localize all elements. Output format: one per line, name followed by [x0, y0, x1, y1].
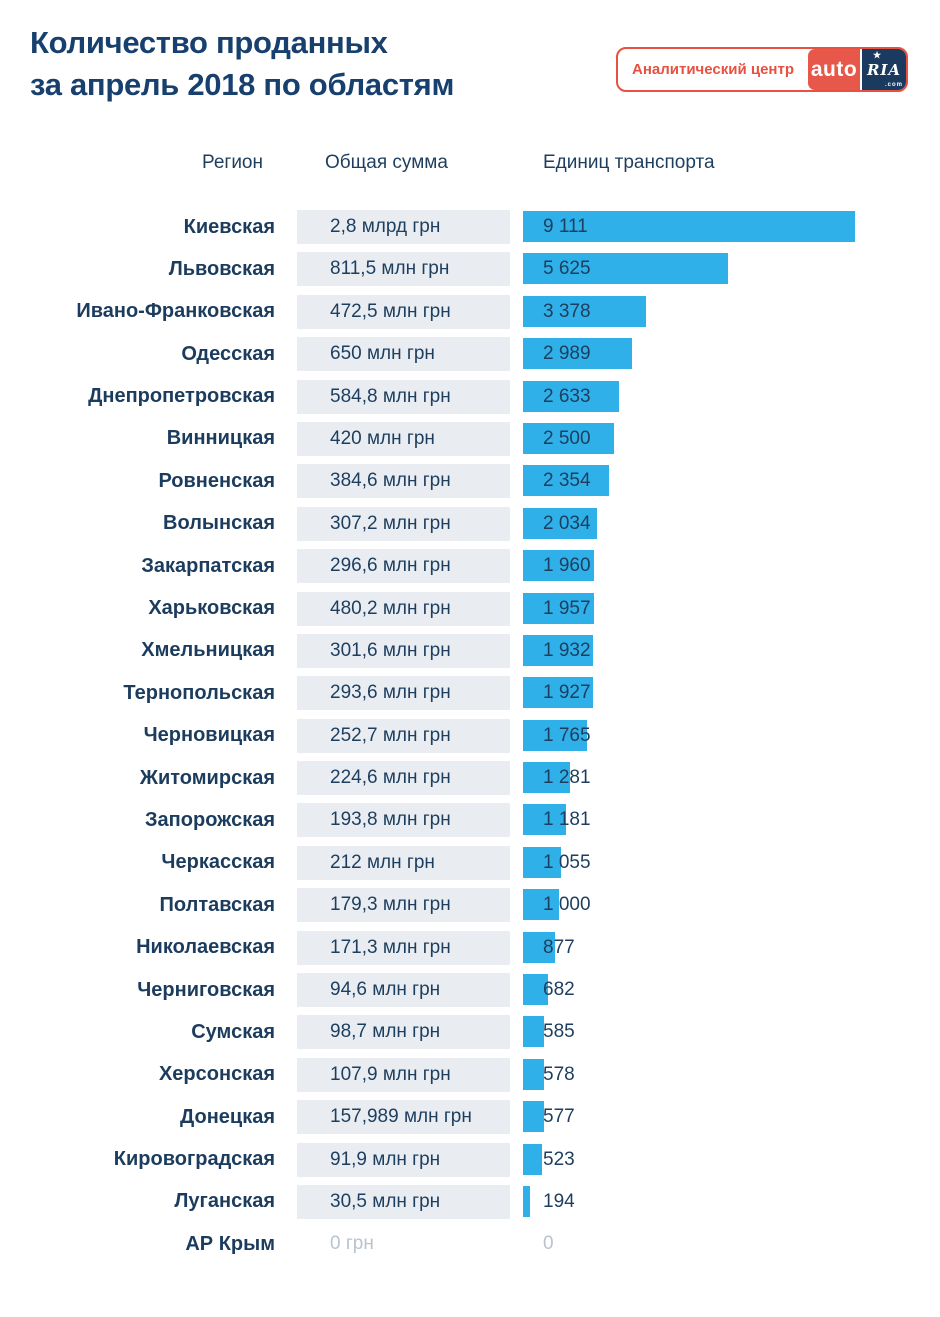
amount-value: 2,8 млрд грн [297, 210, 510, 244]
units-value: 1 281 [543, 767, 591, 789]
region-label: Черниговская [137, 978, 275, 1001]
region-label: Николаевская [136, 936, 275, 959]
table-row [0, 719, 940, 753]
amount-value: 179,3 млн грн [297, 888, 510, 922]
region-label: Луганская [174, 1190, 275, 1213]
units-bar-track [523, 1143, 940, 1177]
region-label: Кировоградская [113, 1148, 275, 1171]
units-bar-track [523, 464, 940, 498]
autoria-analytics-badge [616, 47, 908, 92]
region-label: Волынская [163, 512, 275, 535]
region-label: Харьковская [148, 597, 275, 620]
region-label: Львовская [168, 257, 275, 280]
units-bar-track [523, 888, 940, 922]
auto-logo: auto [808, 49, 860, 90]
units-value: 2 989 [543, 343, 591, 365]
units-value: 2 633 [543, 385, 591, 407]
units-bar-track [523, 1015, 940, 1049]
page-title [30, 22, 454, 106]
ria-star-icon: ★ [873, 51, 883, 61]
amount-value: 384,6 млн грн [297, 464, 510, 498]
units-value: 1 957 [543, 597, 591, 619]
region-label: Черкасская [161, 851, 275, 874]
amount-value: 307,2 млн грн [297, 507, 510, 541]
region-label: Одесская [181, 342, 275, 365]
table-row [0, 1185, 940, 1219]
units-value: 1 000 [543, 894, 591, 916]
page-title-line2: за апрель 2018 по областям [30, 67, 455, 102]
amount-value: 91,9 млн грн [297, 1143, 510, 1177]
region-label: Хмельницкая [141, 639, 275, 662]
amount-value: 98,7 млн грн [297, 1015, 510, 1049]
units-bar-track [523, 592, 940, 626]
units-value: 578 [543, 1063, 575, 1085]
amount-value: 650 млн грн [297, 337, 510, 371]
table-row [0, 803, 940, 837]
analytics-center-label: Аналитический центр [632, 61, 794, 78]
chart-rows [0, 210, 940, 1270]
units-bar-track [523, 295, 940, 329]
table-row [0, 973, 940, 1007]
table-row [0, 1100, 940, 1134]
table-row [0, 846, 940, 880]
table-row [0, 464, 940, 498]
units-bar-track [523, 210, 940, 244]
units-value: 1 960 [543, 555, 591, 577]
amount-value: 212 млн грн [297, 846, 510, 880]
amount-value: 584,8 млн грн [297, 380, 510, 414]
units-value: 877 [543, 936, 575, 958]
table-row [0, 592, 940, 626]
table-row [0, 549, 940, 583]
table-row [0, 761, 940, 795]
units-value: 2 500 [543, 427, 591, 449]
table-row [0, 1227, 940, 1261]
region-label: Винницкая [166, 427, 275, 450]
units-value: 1 765 [543, 724, 591, 746]
units-bar [523, 1186, 530, 1217]
units-value: 1 932 [543, 639, 591, 661]
table-row [0, 210, 940, 244]
region-label: Херсонская [158, 1063, 275, 1086]
units-bar [523, 1059, 544, 1090]
units-value: 1 927 [543, 682, 591, 704]
amount-value: 0 грн [330, 1233, 374, 1255]
region-label: Запорожская [145, 808, 275, 831]
units-value: 2 034 [543, 512, 591, 534]
units-bar-track [523, 549, 940, 583]
table-row [0, 676, 940, 710]
table-row [0, 888, 940, 922]
table-row [0, 380, 940, 414]
units-bar-track [523, 1227, 940, 1261]
amount-value: 94,6 млн грн [297, 973, 510, 1007]
units-bar-track [523, 846, 940, 880]
region-label: Черновицкая [143, 724, 275, 747]
units-value: 3 378 [543, 300, 591, 322]
units-value: 2 354 [543, 470, 591, 492]
units-bar-track [523, 337, 940, 371]
table-row [0, 1143, 940, 1177]
page-title-line1: Количество проданных [30, 25, 388, 60]
region-label: Днепропетровская [88, 385, 275, 408]
units-bar-track [523, 803, 940, 837]
ria-logo-text: RIA [866, 60, 902, 79]
ria-domain-label: .com [884, 82, 903, 88]
units-bar-track [523, 761, 940, 795]
units-bar-track [523, 676, 940, 710]
region-label: Тернопольская [123, 681, 275, 704]
units-bar [523, 1144, 542, 1175]
amount-value: 480,2 млн грн [297, 592, 510, 626]
region-label: Сумская [191, 1020, 275, 1043]
column-headers [0, 152, 940, 174]
table-row [0, 507, 940, 541]
units-bar-track [523, 973, 940, 1007]
units-bar-track [523, 422, 940, 456]
amount-value: 472,5 млн грн [297, 295, 510, 329]
table-row [0, 931, 940, 965]
table-row [0, 422, 940, 456]
amount-value: 193,8 млн грн [297, 803, 510, 837]
units-bar [523, 1101, 544, 1132]
table-row [0, 252, 940, 286]
units-bar-track [523, 634, 940, 668]
units-bar [523, 1016, 544, 1047]
units-value: 194 [543, 1190, 575, 1212]
units-value: 1 181 [543, 809, 591, 831]
table-row [0, 634, 940, 668]
ria-logo [862, 49, 906, 90]
amount-value: 420 млн грн [297, 422, 510, 456]
amount-value: 224,6 млн грн [297, 761, 510, 795]
amount-value: 171,3 млн грн [297, 931, 510, 965]
amount-value: 107,9 млн грн [297, 1058, 510, 1092]
region-label: Житомирская [139, 766, 275, 789]
column-header-amount: Общая сумма [325, 152, 448, 173]
table-row [0, 295, 940, 329]
amount-value: 252,7 млн грн [297, 719, 510, 753]
amount-value: 296,6 млн грн [297, 549, 510, 583]
units-bar-track [523, 1100, 940, 1134]
amount-value: 811,5 млн грн [297, 252, 510, 286]
amount-value: 293,6 млн грн [297, 676, 510, 710]
units-bar-track [523, 1058, 940, 1092]
units-bar-track [523, 931, 940, 965]
region-label: Ивано-Франковская [76, 300, 275, 323]
column-header-region: Регион [201, 152, 263, 173]
table-row [0, 1058, 940, 1092]
units-value: 577 [543, 1106, 575, 1128]
units-value: 1 055 [543, 851, 591, 873]
region-label: АР Крым [185, 1232, 275, 1255]
units-value: 0 [543, 1233, 554, 1255]
amount-value: 157,989 млн грн [297, 1100, 510, 1134]
units-bar-track [523, 719, 940, 753]
units-value: 9 111 [543, 216, 588, 237]
region-label: Полтавская [159, 893, 275, 916]
units-value: 585 [543, 1021, 575, 1043]
units-bar-track [523, 1185, 940, 1219]
region-label: Закарпатская [141, 554, 275, 577]
amount-value: 30,5 млн грн [297, 1185, 510, 1219]
region-label: Донецкая [179, 1105, 275, 1128]
region-label: Ровненская [158, 469, 275, 492]
units-value: 5 625 [543, 258, 591, 280]
units-bar-track [523, 380, 940, 414]
table-row [0, 337, 940, 371]
amount-value: 301,6 млн грн [297, 634, 510, 668]
units-value: 523 [543, 1148, 575, 1170]
region-label: Киевская [183, 215, 275, 238]
table-row [0, 1015, 940, 1049]
units-bar-track [523, 252, 940, 286]
units-value: 682 [543, 979, 575, 1001]
units-bar-track [523, 507, 940, 541]
column-header-units: Единиц транспорта [543, 152, 715, 173]
